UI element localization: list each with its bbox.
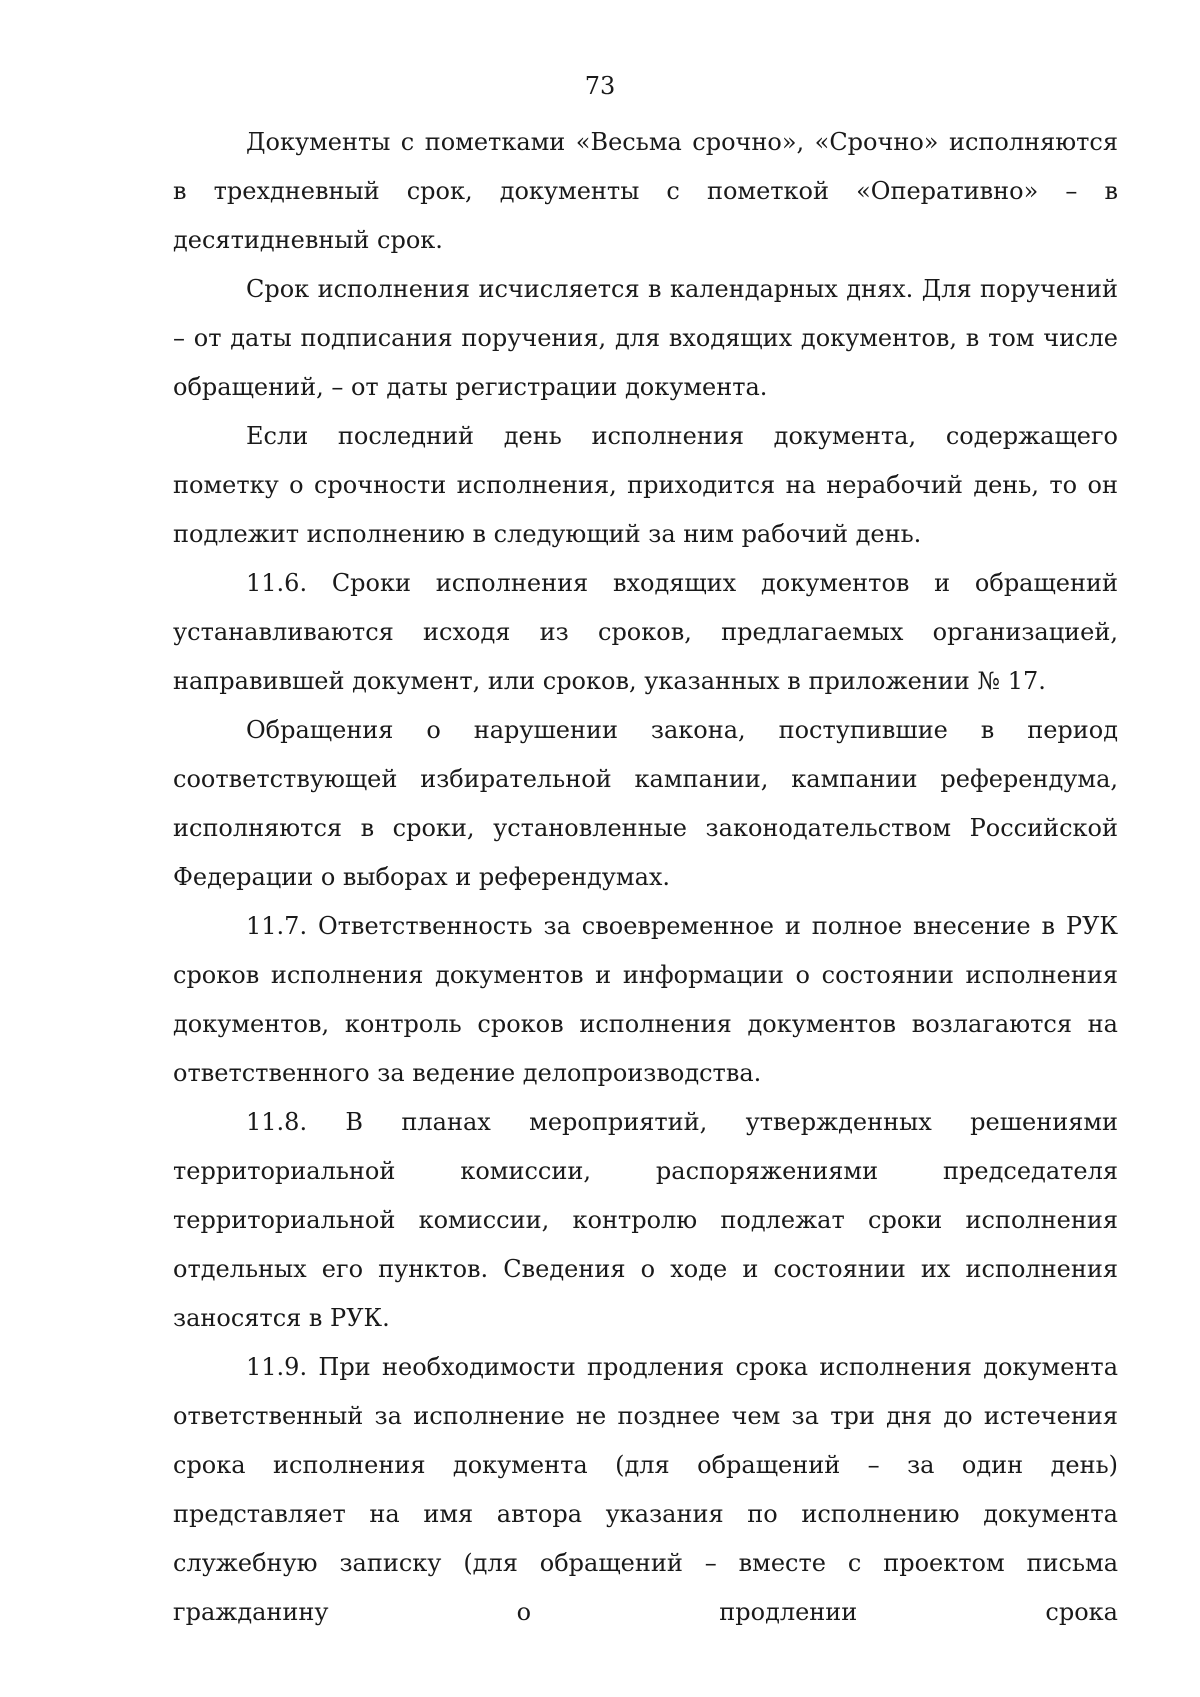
document-body bbox=[173, 118, 1118, 1637]
paragraph-11-6: 11.6. Сроки исполнения входящих документов и обращений устанавливаются исходя из сроков, предлагаемых организацией, направившей документ, или сроков, указанных в приложении № 17. bbox=[173, 569, 1118, 695]
paragraph-election-appeals: Обращения о нарушении закона, поступившие в период соответствующей избирательной кампании, кампании референдума, исполняются в сроки, установленные законодательством Российской Федерации о выборах и референдумах. bbox=[173, 716, 1118, 891]
paragraph-nonworking-day: Если последний день исполнения документа, содержащего пометку о срочности исполнения, приходится на нерабочий день, то он подлежит исполнению в следующий за ним рабочий день. bbox=[173, 422, 1118, 548]
paragraph-11-8: 11.8. В планах мероприятий, утвержденных решениями территориальной комиссии, распоряжениями председателя территориальной комиссии, контролю подлежат сроки исполнения отдельных его пунктов. Сведения о ходе и состоянии их исполнения заносятся в РУК. bbox=[173, 1108, 1118, 1332]
paragraph-11-7: 11.7. Ответственность за своевременное и полное внесение в РУК сроков исполнения документов и информации о состоянии исполнения документов, контроль сроков исполнения документов возлагаются на ответственного за ведение делопроизводства. bbox=[173, 912, 1118, 1087]
page-number: 73 bbox=[584, 72, 616, 100]
paragraph-11-9: 11.9. При необходимости продления срока исполнения документа ответственный за исполнение не позднее чем за три дня до истечения срока исполнения документа (для обращений – за один день) представляет на имя автора указания по исполнению документа служебную записку (для обращений – вместе с проектом письма гражданину о продлении срока bbox=[173, 1353, 1118, 1626]
paragraph-deadline-calculation: Срок исполнения исчисляется в календарных днях. Для поручений – от даты подписания поручения, для входящих документов, в том числе обращений, – от даты регистрации документа. bbox=[173, 275, 1118, 401]
paragraph-urgent-marks: Документы с пометками «Весьма срочно», «Срочно» исполняются в трехдневный срок, документы с пометкой «Оперативно» – в десятидневный срок. bbox=[173, 128, 1118, 254]
